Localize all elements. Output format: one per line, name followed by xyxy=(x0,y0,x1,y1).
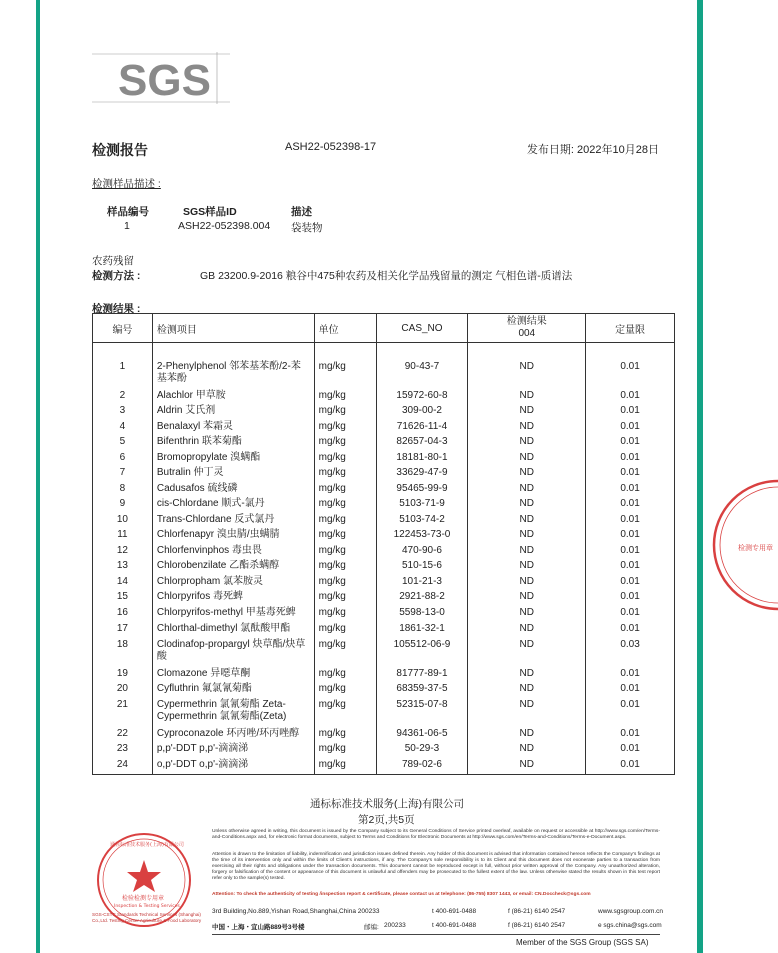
cell-unit: mg/kg xyxy=(314,452,376,468)
cell-loq: 0.01 xyxy=(586,498,675,514)
cell-item: Benalaxyl 苯霜灵 xyxy=(152,421,314,437)
table-row xyxy=(93,759,675,775)
cell-unit: mg/kg xyxy=(314,699,376,728)
cell-result: ND xyxy=(468,591,586,607)
results-table xyxy=(92,313,675,775)
cell-no: 11 xyxy=(93,529,153,545)
table-row xyxy=(93,514,675,530)
cell-cas: 789-02-6 xyxy=(376,759,468,775)
cell-no: 19 xyxy=(93,668,153,684)
cell-loq: 0.01 xyxy=(586,405,675,421)
cell-result: ND xyxy=(468,452,586,468)
cell-cas: 90-43-7 xyxy=(376,361,468,390)
cell-no: 23 xyxy=(93,743,153,759)
th-result xyxy=(468,314,586,343)
cell-loq: 0.01 xyxy=(586,483,675,499)
table-row xyxy=(93,683,675,699)
cell-result: ND xyxy=(468,529,586,545)
cell-cas: 5103-74-2 xyxy=(376,514,468,530)
cell-result: ND xyxy=(468,514,586,530)
cell-item: Chlorpropham 氯苯胺灵 xyxy=(152,576,314,592)
cell-result: ND xyxy=(468,390,586,406)
cell-loq: 0.01 xyxy=(586,668,675,684)
table-row xyxy=(93,728,675,744)
cell-no: 7 xyxy=(93,467,153,483)
cell-item: Clodinafop-propargyl 炔草酯/炔草酸 xyxy=(152,639,314,668)
col-sgs-id: SGS样品ID xyxy=(183,206,237,218)
cell-no: 13 xyxy=(93,560,153,576)
footer-web: www.sgsgroup.com.cn xyxy=(598,908,664,915)
cell-item: Cyfluthrin 氟氯氰菊酯 xyxy=(152,683,314,699)
sample-row-no: 1 xyxy=(124,220,130,232)
table-row xyxy=(93,607,675,624)
address-en: 3rd Building,No.889,Yishan Road,Shanghai,China 200233 xyxy=(212,908,380,915)
table-row xyxy=(93,668,675,684)
cell-loq: 0.01 xyxy=(586,436,675,452)
th-no: 编号 xyxy=(93,314,153,343)
cell-unit: mg/kg xyxy=(314,607,376,624)
issue-date: 发布日期: 2022年10月28日 xyxy=(526,144,659,156)
left-margin xyxy=(0,0,36,953)
cell-result: ND xyxy=(468,421,586,437)
results-label: 检测结果 : xyxy=(92,303,141,315)
cell-loq: 0.01 xyxy=(586,390,675,406)
cell-no: 3 xyxy=(93,405,153,421)
cell-no: 8 xyxy=(93,483,153,499)
cell-result: ND xyxy=(468,759,586,775)
cell-result: ND xyxy=(468,668,586,684)
cell-unit: mg/kg xyxy=(314,361,376,390)
cell-no: 1 xyxy=(93,361,153,390)
cell-unit: mg/kg xyxy=(314,623,376,639)
cell-loq: 0.01 xyxy=(586,743,675,759)
cell-result: ND xyxy=(468,699,586,728)
cell-item: Chlorpyrifos 毒死蜱 xyxy=(152,591,314,607)
cell-no: 24 xyxy=(93,759,153,775)
cell-unit: mg/kg xyxy=(314,743,376,759)
disclaimer-1: Unless otherwise agreed in writing, this document is issued by the Company subject to its General Conditions of Service printed overleaf, available on request or accessible at http://www.sgs.com/en/Terms-and-Conditions.aspx and, for electronic format documents, subject to Terms and Conditions for Electronic Documents at http://www.sgs.com/en/Terms-and-Conditions/Terms-e-Document.aspx. xyxy=(212,829,660,840)
seal-text-bot: Inspection & Testing Services xyxy=(114,904,180,909)
cell-no: 20 xyxy=(93,683,153,699)
right-green-border xyxy=(697,0,703,953)
table-spacer-row xyxy=(93,343,675,361)
cell-item: Trans-Chlordane 反式氯丹 xyxy=(152,514,314,530)
cell-item: Chlorpyrifos-methyl 甲基毒死蜱 xyxy=(152,607,314,624)
cell-loq: 0.01 xyxy=(586,591,675,607)
cell-no: 12 xyxy=(93,545,153,561)
cell-loq: 0.03 xyxy=(586,639,675,668)
cell-item: Cypermethrin 氯氰菊酯 Zeta-Cypermethrin 氯氰菊酯(Zeta) xyxy=(152,699,314,728)
cell-cas: 68359-37-5 xyxy=(376,683,468,699)
sample-row-id: ASH22-052398.004 xyxy=(178,220,271,232)
table-row xyxy=(93,529,675,545)
cell-cas: 5598-13-0 xyxy=(376,607,468,624)
table-row xyxy=(93,498,675,514)
cell-unit: mg/kg xyxy=(314,545,376,561)
cell-unit: mg/kg xyxy=(314,467,376,483)
cell-no: 18 xyxy=(93,639,153,668)
cell-result: ND xyxy=(468,728,586,744)
th-loq: 定量限 xyxy=(586,314,675,343)
cell-result: ND xyxy=(468,498,586,514)
cell-unit: mg/kg xyxy=(314,576,376,592)
footer-fax-1: f (86-21) 6140 2547 xyxy=(508,908,566,915)
cell-no: 5 xyxy=(93,436,153,452)
cell-no: 2 xyxy=(93,390,153,406)
cell-result: ND xyxy=(468,545,586,561)
table-row xyxy=(93,361,675,390)
cell-result: ND xyxy=(468,639,586,668)
cell-no: 10 xyxy=(93,514,153,530)
results-body xyxy=(93,343,675,775)
cell-cas: 122453-73-0 xyxy=(376,529,468,545)
report-title: 检测报告 xyxy=(92,142,148,158)
cell-loq: 0.01 xyxy=(586,514,675,530)
address-cn: 中国・上海・宜山路889号3号楼 xyxy=(212,924,305,931)
cell-item: Bromopropylate 溴螨酯 xyxy=(152,452,314,468)
cell-item: Chlorobenzilate 乙酯杀螨醇 xyxy=(152,560,314,576)
table-row xyxy=(93,576,675,592)
cell-loq: 0.01 xyxy=(586,699,675,728)
cell-item: cis-Chlordane 顺式-氯丹 xyxy=(152,498,314,514)
cell-loq: 0.01 xyxy=(586,421,675,437)
cell-no: 21 xyxy=(93,699,153,728)
cell-result: ND xyxy=(468,607,586,624)
table-row xyxy=(93,436,675,452)
cell-unit: mg/kg xyxy=(314,560,376,576)
cell-cas: 470-90-6 xyxy=(376,545,468,561)
cell-no: 22 xyxy=(93,728,153,744)
cell-item: Bifenthrin 联苯菊酯 xyxy=(152,436,314,452)
cell-item: Chlorthal-dimethyl 氯酞酸甲酯 xyxy=(152,623,314,639)
cell-item: Cadusafos 硫线磷 xyxy=(152,483,314,499)
cell-result: ND xyxy=(468,361,586,390)
table-row xyxy=(93,421,675,437)
th-cas: CAS_NO xyxy=(376,314,468,343)
cell-unit: mg/kg xyxy=(314,591,376,607)
cell-unit: mg/kg xyxy=(314,405,376,421)
method-value: GB 23200.9-2016 粮谷中475种农药及相关化学品残留量的测定 气相色谱-质谱法 xyxy=(200,270,573,282)
cell-result: ND xyxy=(468,743,586,759)
cell-cas: 82657-04-3 xyxy=(376,436,468,452)
cell-unit: mg/kg xyxy=(314,529,376,545)
cell-loq: 0.01 xyxy=(586,560,675,576)
title-row xyxy=(92,140,677,160)
postcode-label: 邮编: xyxy=(364,924,379,931)
cell-cas: 33629-47-9 xyxy=(376,467,468,483)
sgs-logo-text: SGS xyxy=(118,56,211,105)
cell-unit: mg/kg xyxy=(314,683,376,699)
cell-cas: 5103-71-9 xyxy=(376,498,468,514)
report-page xyxy=(40,0,773,953)
cell-item: Chlorfenapyr 溴虫腈/虫螨腈 xyxy=(152,529,314,545)
cell-item: Butralin 仲丁灵 xyxy=(152,467,314,483)
table-row xyxy=(93,623,675,639)
method-category: 农药残留 xyxy=(92,255,134,267)
cell-loq: 0.01 xyxy=(586,728,675,744)
cell-no: 17 xyxy=(93,623,153,639)
cell-cas: 50-29-3 xyxy=(376,743,468,759)
seal-side-text: SGS-CSTC Standards Technical Services (Shanghai) Co.,Ltd. Testing Center Agriculture & Food Laboratory xyxy=(92,912,202,923)
cell-item: o,p'-DDT o,p'-滴滴涕 xyxy=(152,759,314,775)
cell-no: 14 xyxy=(93,576,153,592)
cell-result: ND xyxy=(468,623,586,639)
cell-no: 15 xyxy=(93,591,153,607)
footer-rule xyxy=(212,934,660,935)
cell-unit: mg/kg xyxy=(314,728,376,744)
cell-unit: mg/kg xyxy=(314,421,376,437)
table-row xyxy=(93,467,675,483)
sample-row-desc: 袋装物 xyxy=(291,222,323,234)
cell-cas: 71626-11-4 xyxy=(376,421,468,437)
cell-loq: 0.01 xyxy=(586,361,675,390)
cell-no: 6 xyxy=(93,452,153,468)
cell-cas: 105512-06-9 xyxy=(376,639,468,668)
cell-no: 9 xyxy=(93,498,153,514)
postcode: 200233 xyxy=(384,922,406,929)
seal-text-top: 通标标准技术服务(上海)有限公司 xyxy=(110,842,184,848)
seal-text-mid: 检验检测专用章 xyxy=(122,895,165,902)
table-row xyxy=(93,591,675,607)
footer-tel-2: t 400-691-0488 xyxy=(432,922,477,929)
col-desc: 描述 xyxy=(291,206,312,218)
footer-page: 第2页,共5页 xyxy=(358,814,415,826)
cell-result: ND xyxy=(468,683,586,699)
cell-cas: 510-15-6 xyxy=(376,560,468,576)
cell-item: Alachlor 甲草胺 xyxy=(152,390,314,406)
right-stamp-text: 检测专用章 xyxy=(738,544,773,552)
cell-result: ND xyxy=(468,483,586,499)
cell-loq: 0.01 xyxy=(586,529,675,545)
cell-loq: 0.01 xyxy=(586,759,675,775)
table-row xyxy=(93,483,675,499)
cell-cas: 18181-80-1 xyxy=(376,452,468,468)
table-row xyxy=(93,560,675,576)
cell-item: Cyproconazole 环丙唑/环丙唑醇 xyxy=(152,728,314,744)
official-seal xyxy=(92,828,210,946)
cell-item: p,p'-DDT p,p'-滴滴涕 xyxy=(152,743,314,759)
cell-unit: mg/kg xyxy=(314,390,376,406)
cell-loq: 0.01 xyxy=(586,545,675,561)
cell-item: Clomazone 异噁草酮 xyxy=(152,668,314,684)
disclaimer-2: Attention is drawn to the limitation of liability, indemnification and jurisdiction issues defined therein. Any holder of this document is advised that information contained hereon reflects the Company's findings at the time of its intervention only and within the limits of Client's instructions, if any. The Company's sole responsibility is to its Client and this document does not exonerate parties to a transaction from exercising all their rights and obligations under the transaction documents. This document cannot be reproduced except in full, without prior written approval of the Company. Any unauthorized alteration, forgery or falsification of the content or appearance of this document is unlawful and offenders may be prosecuted to the fullest extent of the law. Unless otherwise stated the results shown in this test report refer only to the sample(s) tested. xyxy=(212,852,660,881)
cell-loq: 0.01 xyxy=(586,623,675,639)
right-edge-stamp xyxy=(708,470,778,620)
footer-fax-2: f (86-21) 6140 2547 xyxy=(508,922,566,929)
cell-unit: mg/kg xyxy=(314,483,376,499)
cell-cas: 95465-99-9 xyxy=(376,483,468,499)
attention-note: Attention: To check the authenticity of testing /inspection report & certificate, please contact us at telephone: (86-755) 8307 1443, or email: CN.Doccheck@sgs.com xyxy=(212,892,591,897)
cell-item: Chlorfenvinphos 毒虫畏 xyxy=(152,545,314,561)
cell-cas: 1861-32-1 xyxy=(376,623,468,639)
cell-result: ND xyxy=(468,560,586,576)
cell-unit: mg/kg xyxy=(314,436,376,452)
sgs-member: Member of the SGS Group (SGS SA) xyxy=(516,938,649,947)
cell-unit: mg/kg xyxy=(314,498,376,514)
footer-company: 通标标准技术服务(上海)有限公司 xyxy=(310,798,464,810)
cell-result: ND xyxy=(468,436,586,452)
cell-unit: mg/kg xyxy=(314,759,376,775)
cell-result: ND xyxy=(468,405,586,421)
cell-loq: 0.01 xyxy=(586,452,675,468)
method-label: 检测方法 : xyxy=(92,270,141,282)
cell-loq: 0.01 xyxy=(586,683,675,699)
cell-no: 4 xyxy=(93,421,153,437)
cell-cas: 81777-89-1 xyxy=(376,668,468,684)
cell-cas: 94361-06-5 xyxy=(376,728,468,744)
table-row xyxy=(93,743,675,759)
table-row xyxy=(93,639,675,668)
th-item: 检测项目 xyxy=(152,314,314,343)
cell-cas: 2921-88-2 xyxy=(376,591,468,607)
cell-loq: 0.01 xyxy=(586,607,675,624)
cell-cas: 101-21-3 xyxy=(376,576,468,592)
cell-item: Aldrin 艾氏剂 xyxy=(152,405,314,421)
cell-cas: 309-00-2 xyxy=(376,405,468,421)
cell-cas: 52315-07-8 xyxy=(376,699,468,728)
cell-unit: mg/kg xyxy=(314,639,376,668)
cell-unit: mg/kg xyxy=(314,668,376,684)
table-row xyxy=(93,405,675,421)
sample-desc-label: 检测样品描述 : xyxy=(92,178,161,190)
col-sample-no: 样品编号 xyxy=(107,206,149,218)
footer-tel-1: t 400-691-0488 xyxy=(432,908,477,915)
table-row xyxy=(93,452,675,468)
cell-cas: 15972-60-8 xyxy=(376,390,468,406)
report-number: ASH22-052398-17 xyxy=(285,141,377,153)
cell-result: ND xyxy=(468,467,586,483)
cell-unit: mg/kg xyxy=(314,514,376,530)
th-unit: 单位 xyxy=(314,314,376,343)
cell-loq: 0.01 xyxy=(586,576,675,592)
table-row xyxy=(93,699,675,728)
table-row xyxy=(93,545,675,561)
th-result-label: 检测结果 xyxy=(506,316,547,327)
cell-result: ND xyxy=(468,576,586,592)
cell-loq: 0.01 xyxy=(586,467,675,483)
cell-no: 16 xyxy=(93,607,153,624)
cell-item: 2-Phenylphenol 邻苯基苯酚/2-苯基苯酚 xyxy=(152,361,314,390)
footer-email: e sgs.china@sgs.com xyxy=(598,922,662,929)
table-row xyxy=(93,390,675,406)
th-result-sub: 004 xyxy=(518,328,536,339)
sgs-logo xyxy=(92,52,230,104)
